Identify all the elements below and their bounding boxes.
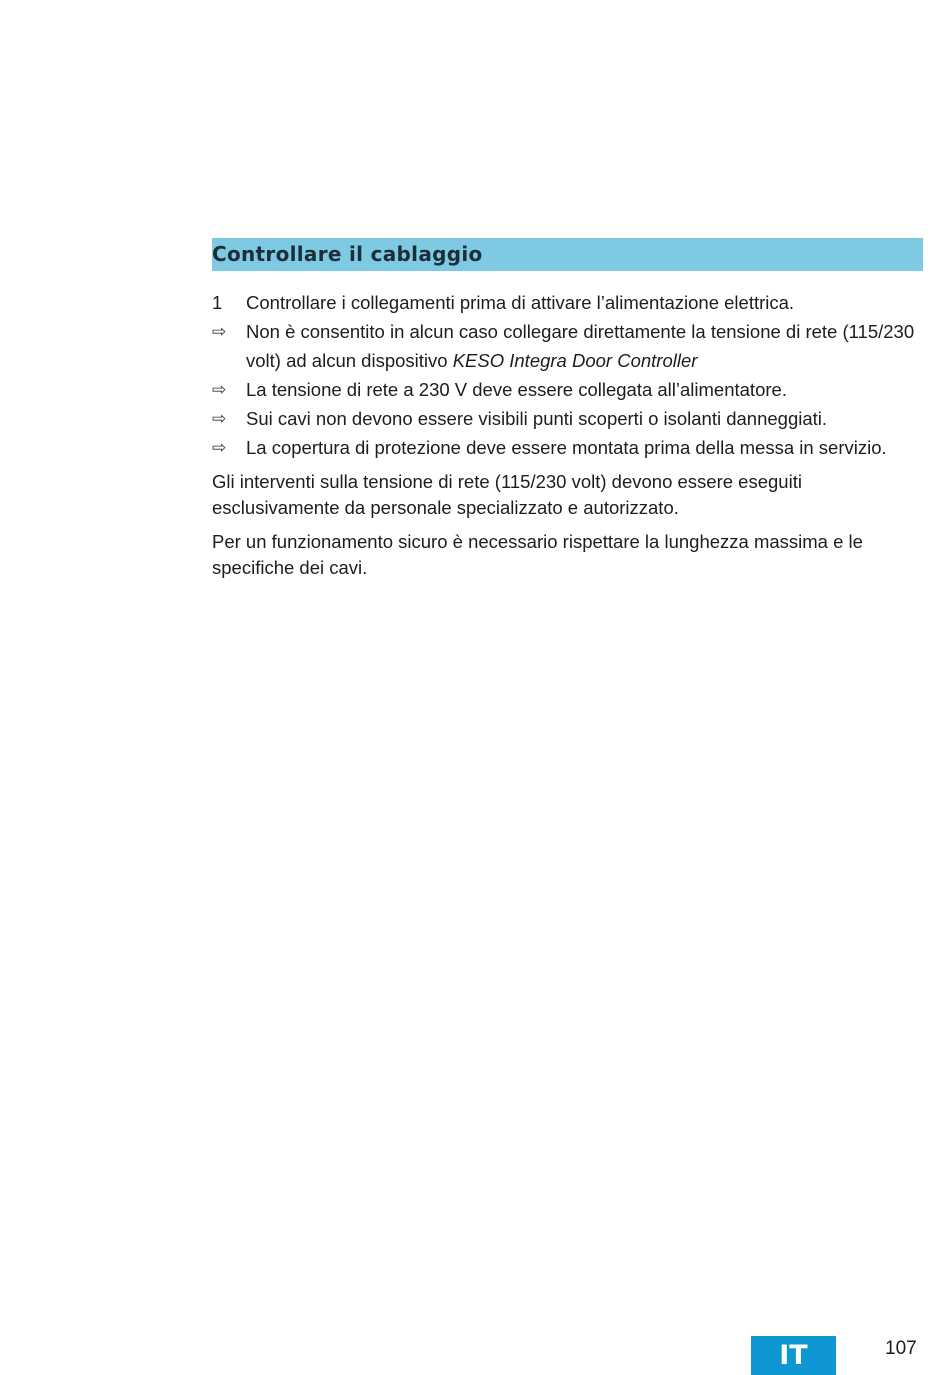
section-title: Controllare il cablaggio bbox=[212, 242, 483, 266]
steps-list bbox=[212, 288, 923, 462]
step-item bbox=[212, 317, 923, 375]
step-item bbox=[212, 288, 923, 317]
content-area bbox=[212, 238, 923, 581]
arrow-icon: ⇨ bbox=[212, 322, 227, 341]
step-item bbox=[212, 375, 923, 404]
step-text: Sui cavi non devono essere visibili punti scoperti o isolanti danneggiati. bbox=[246, 408, 828, 429]
step-number: 1 bbox=[212, 292, 223, 313]
product-name: KESO Integra Door Controller bbox=[452, 350, 698, 371]
step-text-plain: Non è consentito in alcun caso collegare direttamente la tensione di rete (115/230 volt) ad alcun dispositivo bbox=[246, 321, 915, 371]
arrow-icon: ⇨ bbox=[212, 438, 227, 457]
page-number: 107 bbox=[885, 1338, 917, 1359]
info-paragraph: Per un funzionamento sicuro è necessario rispettare la lunghezza massima e le specifiche dei cavi. bbox=[212, 531, 863, 578]
warning-paragraph: Gli interventi sulla tensione di rete (115/230 volt) devono essere eseguiti esclusivamente da personale specializzato e autorizzato. bbox=[212, 471, 802, 518]
arrow-icon: ⇨ bbox=[212, 409, 227, 428]
arrow-icon: ⇨ bbox=[212, 380, 227, 399]
step-text: La tensione di rete a 230 V deve essere collegata all’alimentatore. bbox=[246, 379, 787, 400]
step-item bbox=[212, 404, 923, 433]
step-text bbox=[246, 317, 923, 375]
step-item bbox=[212, 433, 923, 462]
step-text: Controllare i collegamenti prima di attivare l’alimentazione elettrica. bbox=[246, 292, 795, 313]
section-header bbox=[212, 238, 923, 271]
language-tab: IT bbox=[751, 1336, 836, 1375]
step-text: La copertura di protezione deve essere montata prima della messa in servizio. bbox=[246, 437, 887, 458]
